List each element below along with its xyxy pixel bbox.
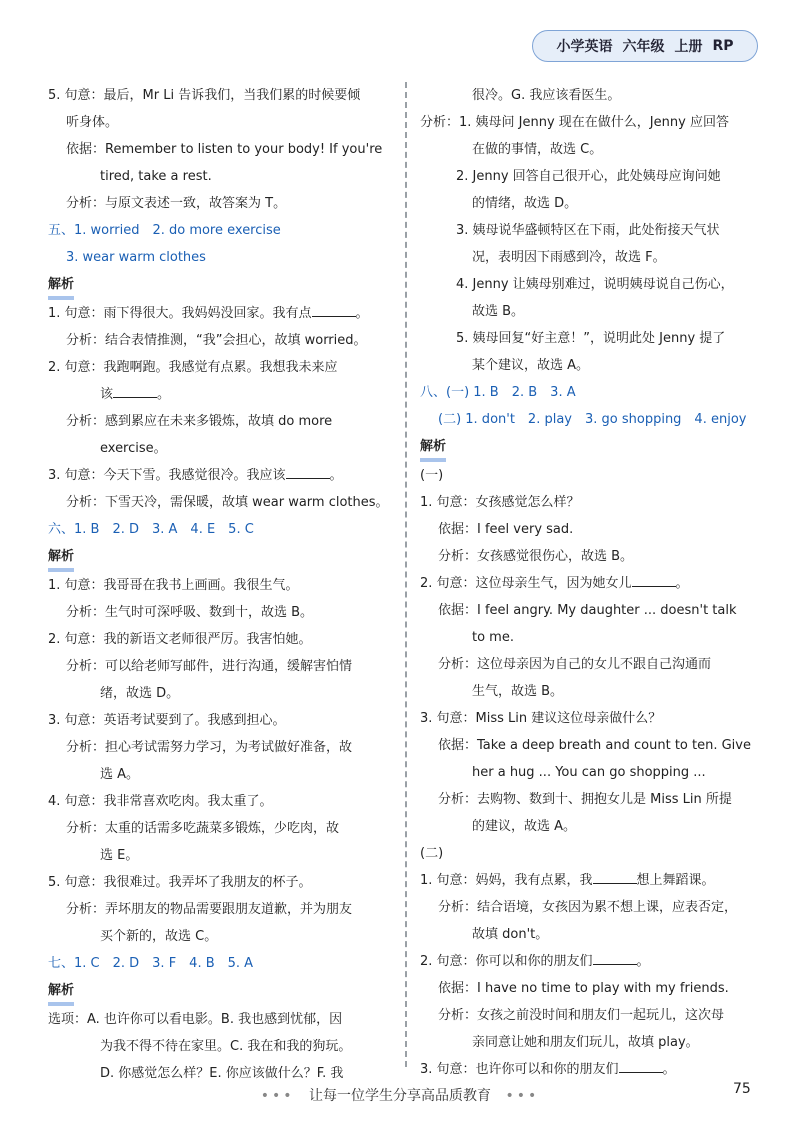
line: 的建议，故选 A。: [472, 819, 577, 834]
jiexi-label: 解析: [48, 546, 74, 572]
jiexi-label: 解析: [420, 436, 446, 462]
line: 某个建议，故选 A。: [472, 358, 590, 373]
line: 分析：结合语境，女孩因为累不想上课，应表否定，: [438, 900, 738, 915]
line: 绪，故选 D。: [100, 686, 180, 701]
blank: [312, 302, 356, 317]
blank: [632, 572, 676, 587]
blank: [593, 869, 637, 884]
line: 依据：I feel very sad.: [438, 522, 574, 537]
line: 1. 句意：妈妈，我有点累，我 想上舞蹈课。: [420, 867, 760, 894]
footer-slogan: 让每一位学生分享高品质教育: [309, 1088, 491, 1104]
answer-line: 七、1. C 2. D 3. F 4. B 5. A: [48, 956, 254, 971]
line: 4. Jenny 让姨母别难过，说明姨母说自己伤心，: [456, 277, 734, 292]
line: 3. 姨母说华盛顿特区在下雨，此处衔接天气状: [456, 223, 720, 238]
line: 分析：可以给老师写邮件，进行沟通，缓解害怕情: [66, 659, 353, 674]
line: exercise。: [100, 441, 167, 456]
line: 分析：女孩感觉很伤心，故选 B。: [438, 549, 634, 564]
line: 为我不得不待在家里。C. 我在和我的狗玩。: [100, 1039, 352, 1054]
line: 3. 句意：Miss Lin 建议这位母亲做什么？: [420, 711, 662, 726]
right-column: [420, 82, 760, 1083]
line: 1. 句意：女孩感觉怎么样？: [420, 495, 580, 510]
header-badge: [532, 30, 758, 62]
line: 分析：去购物、数到十、拥抱女儿是 Miss Lin 所提: [438, 792, 732, 807]
line: 依据：I have no time to play with my friends.: [438, 981, 729, 996]
line: 4. 句意：我非常喜欢吃肉。我太重了。: [48, 794, 273, 809]
line: 生气，故选 B。: [472, 684, 564, 699]
jiexi-label: 解析: [48, 980, 74, 1006]
footer-dots-right: •••: [505, 1088, 540, 1104]
page-number: 75: [733, 1081, 751, 1097]
line: 况，表明因下雨感到冷，故选 F。: [472, 250, 666, 265]
header-grade: 六年级: [622, 39, 665, 55]
line: 3. 句意：英语考试要到了。我感到担心。: [48, 713, 286, 728]
line: 分析：与原文表述一致，故答案为 T。: [66, 196, 287, 211]
line: 2. 句意：我跑啊跑。我感觉有点累。我想我未来应: [48, 360, 338, 375]
line: 听身体。: [66, 115, 119, 130]
answer-line: (二) 1. don't 2. play 3. go shopping 4. enjoy: [438, 412, 747, 427]
jiexi-label: 解析: [48, 274, 74, 300]
blank: [593, 950, 637, 965]
line: 很冷。G. 我应该看医生。: [472, 88, 621, 103]
line: 分析：弄坏朋友的物品需要跟朋友道歉，并为朋友: [66, 902, 353, 917]
line: 依据：Remember to listen to your body! If you're: [66, 142, 383, 157]
line: to me.: [472, 630, 514, 645]
line: 3. 句意：今天下雪。我感觉很冷。我应该 。: [48, 462, 398, 489]
line: 分析：下雪天冷，需保暖，故填 wear warm clothes。: [66, 495, 389, 510]
line: 5. 句意：我很难过。我弄坏了我朋友的杯子。: [48, 875, 312, 890]
line: 分析：感到累应在未来多锻炼，故填 do more: [66, 414, 333, 429]
line: 2. Jenny 回答自己很开心，此处姨母应询问她: [456, 169, 721, 184]
left-column: [48, 82, 398, 1087]
header-term: 上册: [674, 39, 703, 55]
part-label: (二): [420, 846, 444, 861]
footer: [0, 1085, 800, 1105]
line: 亲同意让她和朋友们玩儿，故填 play。: [472, 1035, 699, 1050]
line: 故填 don't。: [472, 927, 549, 942]
line: 故选 B。: [472, 304, 525, 319]
line: 2. 句意：我的新语文老师很严厉。我害怕她。: [48, 632, 312, 647]
line: 2. 句意：你可以和你的朋友们 。: [420, 948, 760, 975]
answer-line: 六、1. B 2. D 3. A 4. E 5. C: [48, 522, 254, 537]
line: D. 你感觉怎么样？E. 你应该做什么？F. 我: [100, 1066, 344, 1081]
line: 分析：女孩之前没时间和朋友们一起玩儿，这次母: [438, 1008, 725, 1023]
line: 5. 句意：最后，Mr Li 告诉我们，当我们累的时候要倾: [48, 88, 361, 103]
line: 该 。: [100, 381, 398, 408]
blank: [113, 383, 157, 398]
line: 选 E。: [100, 848, 139, 863]
header-edition: RP: [712, 38, 734, 54]
answer-line: 五、1. worried 2. do more exercise: [48, 223, 281, 238]
line: tired, take a rest.: [100, 169, 212, 184]
answer-line: 八、(一) 1. B 2. B 3. A: [420, 385, 576, 400]
line: 1. 句意：我哥哥在我书上画画。我很生气。: [48, 578, 299, 593]
line: 分析：1. 姨母问 Jenny 现在在做什么，Jenny 应回答: [420, 115, 729, 130]
line: 买个新的，故选 C。: [100, 929, 218, 944]
line: 选 A。: [100, 767, 140, 782]
part-label: (一): [420, 468, 444, 483]
answer-line: 3. wear warm clothes: [66, 250, 206, 265]
line: 的情绪，故选 D。: [472, 196, 578, 211]
column-divider: [405, 82, 407, 1067]
line: 3. 句意：也许你可以和你的朋友们 。: [420, 1056, 760, 1083]
line: 依据：Take a deep breath and count to ten. Give: [438, 738, 751, 753]
line: 分析：太重的话需多吃蔬菜多锻炼，少吃肉，故: [66, 821, 340, 836]
line: 分析：担心考试需努力学习，为考试做好准备，故: [66, 740, 353, 755]
blank: [286, 464, 330, 479]
line: 2. 句意：这位母亲生气，因为她女儿 。: [420, 570, 760, 597]
line: 分析：结合表情推测，“我”会担心，故填 worried。: [66, 333, 367, 348]
blank: [619, 1058, 663, 1073]
line: 5. 姨母回复“好主意！”，说明此处 Jenny 提了: [456, 331, 726, 346]
line: 1. 句意：雨下得很大。我妈妈没回家。我有点 。: [48, 300, 398, 327]
footer-dots-left: •••: [260, 1088, 295, 1104]
header-subject: 小学英语: [556, 39, 613, 55]
line: 依据：I feel angry. My daughter ... doesn't talk: [438, 603, 737, 618]
line: 在做的事情，故选 C。: [472, 142, 603, 157]
line: 分析：这位母亲因为自己的女儿不跟自己沟通而: [438, 657, 712, 672]
line: 分析：生气时可深呼吸、数到十，故选 B。: [66, 605, 314, 620]
line: her a hug ... You can go shopping ...: [472, 765, 706, 780]
line: 选项：A. 也许你可以看电影。B. 我也感到忧郁，因: [48, 1012, 343, 1027]
